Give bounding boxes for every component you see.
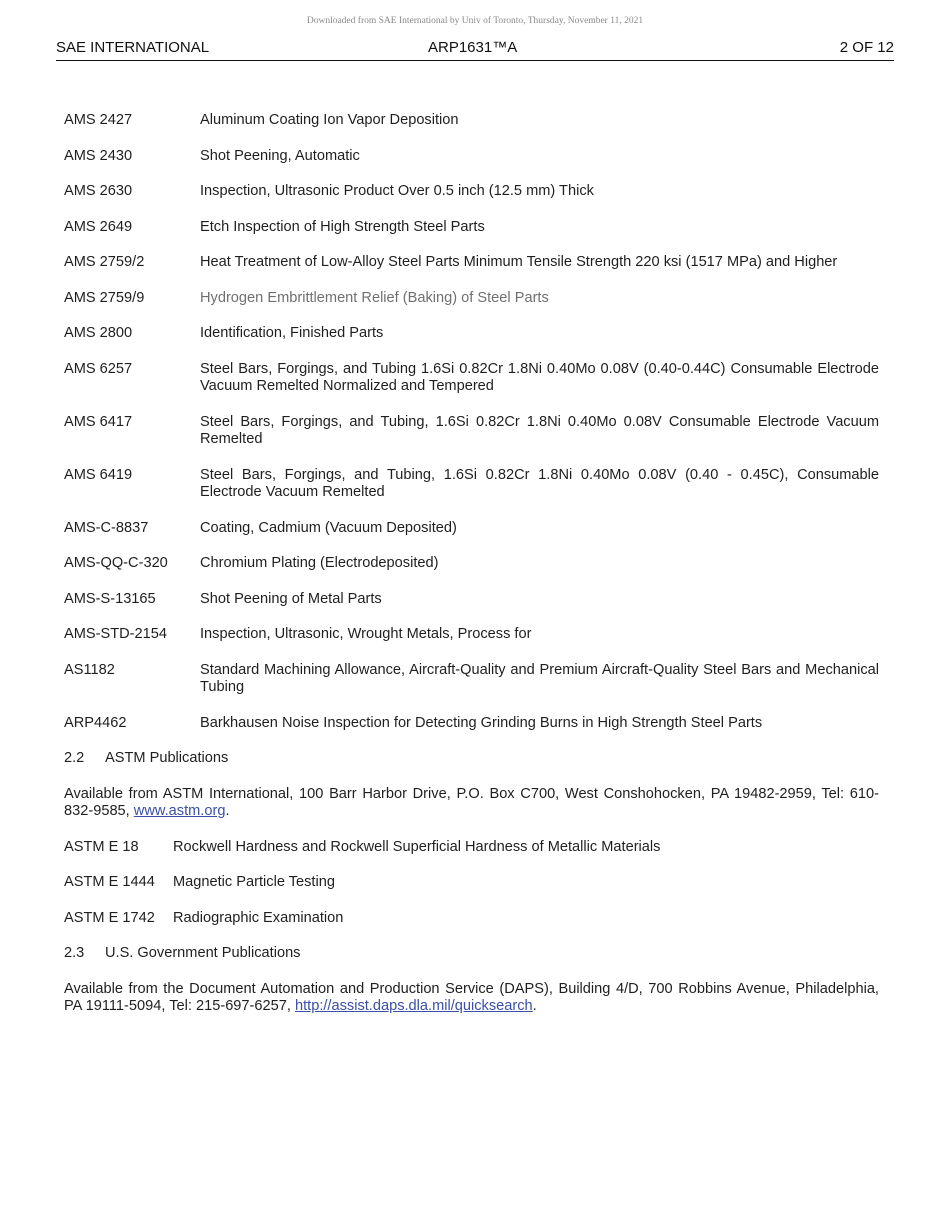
assist-quicksearch-link[interactable]: http://assist.daps.dla.mil/quicksearch [294,998,533,1014]
section-heading-astm [64,750,879,768]
download-watermark: Downloaded from SAE International by Univ of Toronto, Thursday, November 11, 2021 [306,16,644,26]
document-body [64,112,879,1034]
reference-title: Inspection, Ultrasonic, Wrought Metals, Process for [200,626,532,642]
reference-row [64,662,879,697]
period: . [532,998,537,1014]
government-availability-paragraph [64,981,879,1016]
section-number: 2.2 [64,750,85,766]
header-organization: SAE INTERNATIONAL [56,39,210,56]
reference-code: AMS-S-13165 [64,590,156,607]
reference-code: AS1182 [64,661,115,678]
astm-availability-paragraph [64,786,879,821]
reference-title: Steel Bars, Forgings, and Tubing, 1.6Si 0.82Cr 1.8Ni 0.40Mo 0.08V (0.40 - 0.45C), Consumable Electrode Vacuum Remelted [200,466,879,500]
reference-code: AMS 2630 [64,183,133,199]
section-title: ASTM Publications [105,750,229,766]
reference-code: AMS-QQ-C-320 [64,555,168,571]
reference-code: AMS 2800 [64,325,133,341]
reference-title: Aluminum Coating Ion Vapor Deposition [200,112,459,128]
astm-website-link[interactable]: www.astm.org [133,803,226,819]
reference-row [64,626,879,644]
reference-row [64,874,879,892]
reference-title: Inspection, Ultrasonic Product Over 0.5 inch (12.5 mm) Thick [200,183,594,199]
reference-row [64,414,879,449]
availability-text: Available from the Document Automation and Production Service (DAPS), Building 4/D, 700 Robbins Avenue, Philadelphia, PA 19111-5094, Tel: 215-697-6257, [64,980,879,1014]
reference-title: Chromium Plating (Electrodeposited) [200,555,439,571]
section-heading-government [64,945,879,963]
reference-row [64,715,879,733]
reference-code: ARP4462 [64,714,127,731]
reference-title: Radiographic Examination [173,909,344,926]
reference-title: Barkhausen Noise Inspection for Detecting Grinding Burns in High Strength Steel Parts [200,714,763,731]
availability-text: Available from ASTM International, 100 Barr Harbor Drive, P.O. Box C700, West Conshohocken, PA 19482-2959, Tel: 610-832-9585, [64,785,879,819]
reference-code: AMS-C-8837 [64,519,149,536]
reference-code: ASTM E 1444 [64,874,155,890]
reference-title: Heat Treatment of Low-Alloy Steel Parts Minimum Tensile Strength 220 ksi (1517 MPa) and Higher [200,254,838,270]
reference-row [64,361,879,396]
reference-title: Shot Peening of Metal Parts [200,590,382,607]
reference-code: AMS 2759/9 [64,289,145,306]
header-page-number: 2 OF 12 [839,39,894,56]
section-number: 2.3 [64,945,85,961]
reference-code: AMS 6417 [64,413,133,430]
reference-title: Coating, Cadmium (Vacuum Deposited) [200,519,457,536]
reference-code: AMS 6257 [64,360,133,377]
reference-title: Steel Bars, Forgings, and Tubing, 1.6Si 0.82Cr 1.8Ni 0.40Mo 0.08V Consumable Electrode Vacuum Remelted [200,413,879,447]
reference-code: AMS 2430 [64,147,133,164]
reference-code: AMS-STD-2154 [64,626,167,642]
reference-row [64,219,879,237]
reference-title: Steel Bars, Forgings, and Tubing 1.6Si 0.82Cr 1.8Ni 0.40Mo 0.08V (0.40-0.44C) Consumable Electrode Vacuum Remelted Normalized and Tempered [200,360,879,394]
reference-row [64,290,879,308]
reference-title: Rockwell Hardness and Rockwell Superficial Hardness of Metallic Materials [173,838,661,855]
section-title: U.S. Government Publications [105,945,301,961]
reference-code: AMS 2759/2 [64,254,145,270]
reference-title: Standard Machining Allowance, Aircraft-Quality and Premium Aircraft-Quality Steel Bars and Mechanical Tubing [200,661,879,695]
reference-row [64,591,879,609]
page-header [56,38,894,61]
reference-code: AMS 2427 [64,112,133,128]
reference-title: Magnetic Particle Testing [173,874,335,890]
reference-row [64,910,879,928]
reference-row [64,112,879,130]
reference-row [64,148,879,166]
reference-code: AMS 6419 [64,466,133,483]
reference-row [64,183,879,201]
reference-code: ASTM E 1742 [64,909,155,926]
period: . [225,803,230,819]
reference-code: AMS 2649 [64,218,133,235]
reference-title: Etch Inspection of High Strength Steel Parts [200,218,485,235]
header-document-id: ARP1631™A [428,39,518,56]
reference-row [64,520,879,538]
reference-title: Hydrogen Embrittlement Relief (Baking) of Steel Parts [200,289,549,306]
reference-title: Shot Peening, Automatic [200,147,360,164]
reference-row [64,254,879,272]
reference-row [64,555,879,573]
reference-code: ASTM E 18 [64,838,139,855]
reference-row [64,325,879,343]
reference-title: Identification, Finished Parts [200,325,384,341]
reference-row [64,467,879,502]
reference-row [64,839,879,857]
